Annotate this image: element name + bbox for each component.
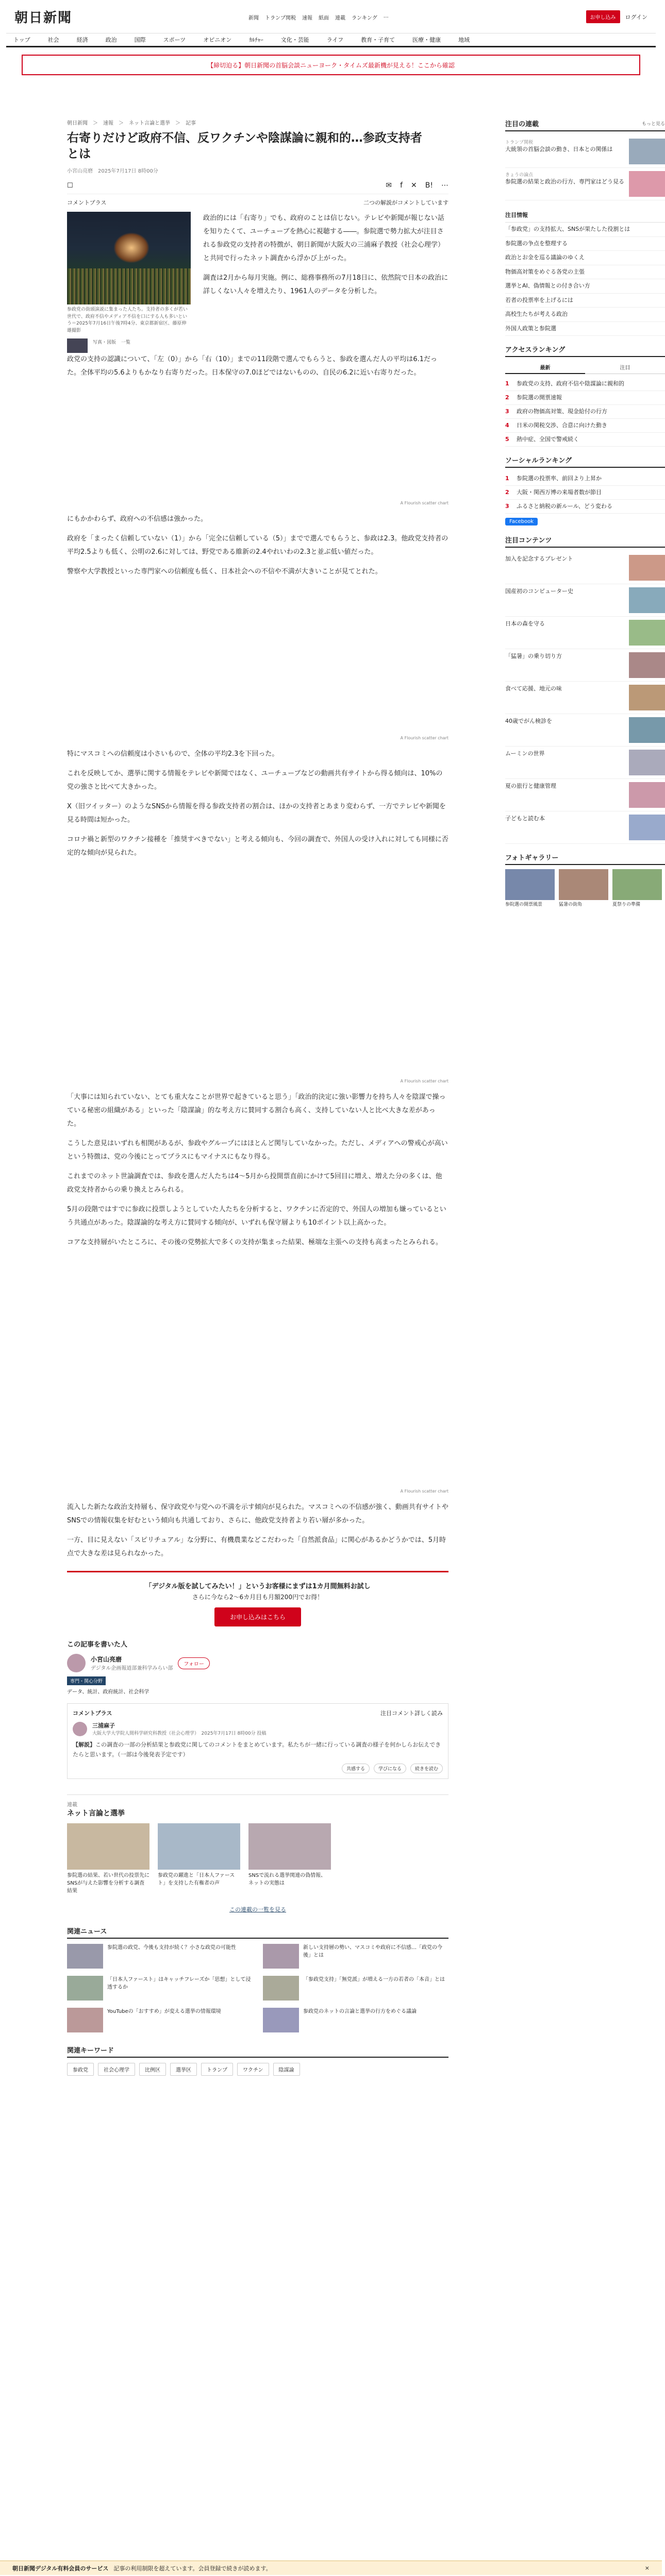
attention-heading: 注目情報 xyxy=(505,208,665,223)
featured-kicker: きょうの論点 xyxy=(505,173,534,178)
article-title: 右寄りだけど政府不信、反ワクチンや陰謀論に親和的…参政支持者とは xyxy=(67,131,422,161)
hot-title[interactable]: 40歳でがん検診を xyxy=(505,717,552,724)
ranking-item[interactable]: 5 熱中症、全国で警戒続く xyxy=(505,433,665,447)
article-body xyxy=(67,212,448,1561)
breadcrumb[interactable]: 朝日新聞 ＞ 速報 ＞ ネット言論と選挙 ＞ 記事 xyxy=(67,121,196,126)
keyword[interactable]: 陰謀論 xyxy=(273,2063,300,2076)
comment-plus-label[interactable]: コメントプラス xyxy=(67,199,107,207)
series-card[interactable] xyxy=(248,1823,331,1895)
paywall-subscribe-button[interactable]: お申し込みはこちら xyxy=(214,1607,301,1626)
header-nav-item[interactable]: 速報 xyxy=(302,15,312,21)
interest-tags: データ、統計、政府統計、社会科学 xyxy=(67,1689,149,1696)
attention-item[interactable]: 外国人政策と参院選 xyxy=(505,322,665,336)
bookmark-icon[interactable]: ☐ xyxy=(67,181,73,190)
social-item[interactable]: 2 大阪・関西万博の来場者数が節目 xyxy=(505,486,665,500)
ranking-item[interactable]: 2 参院選の開票速報 xyxy=(505,391,665,405)
series-label: 連載 xyxy=(67,1802,77,1808)
paragraph: 調査は2月から毎月実施。例に、総務事務所の7月18日に、依然院で日本の政治に詳しくない人々を増えたり、1961人のデータを分析した。 xyxy=(203,274,448,296)
lead-photo[interactable] xyxy=(67,212,191,353)
chart-credit: A Flourish scatter chart xyxy=(400,501,448,506)
header-nav-item[interactable]: … xyxy=(383,13,389,19)
paywall xyxy=(67,1571,448,1626)
hot-item[interactable] xyxy=(505,747,665,779)
header-nav-item[interactable]: 紙面 xyxy=(319,15,329,21)
login-link[interactable]: ログイン xyxy=(625,13,647,21)
gnav-item[interactable]: ｶﾙﾁｬｰ xyxy=(249,37,263,43)
mail-icon[interactable]: ✉ xyxy=(386,181,392,190)
global-nav xyxy=(6,33,656,47)
gnav-item[interactable]: ライフ xyxy=(326,37,344,43)
social-title[interactable]: 参院選の投票率、前回より上昇か xyxy=(517,474,602,482)
paragraph: にもかかわらず、政府への不信感は強かった。 xyxy=(67,515,207,523)
header-nav-item[interactable]: ランキング xyxy=(352,15,377,21)
related-title[interactable]: 参政党のネットの言論と選挙の行方をめぐる議論 xyxy=(303,2009,417,2015)
hot-item[interactable] xyxy=(505,649,665,682)
series-card-title[interactable]: 参政党の躍進と「日本人ファースト」を支持した有権者の声 xyxy=(158,1873,235,1887)
paywall-title: 「デジタル版を試してみたい！」というお客様にまずは1カ月間無料お試し xyxy=(145,1583,371,1591)
related-heading: 関連ニュース xyxy=(67,1926,448,1939)
gnav-item[interactable]: 文化・芸能 xyxy=(280,37,309,43)
paragraph: 流入した新たな政治支持層も、保守政党や与党への不満を示す傾向が見られた。マスコミへの不信感が強く、動画共有サイトやSNSでの情報収集を好むという傾向も共通しており、さらに、他政党支持者より若い層が多かった。 xyxy=(67,1503,448,1525)
interest-badge: 専門・関心分野 xyxy=(67,1676,106,1685)
commenter-name[interactable]: 三浦麻子 xyxy=(92,1722,115,1730)
access-ranking-heading: アクセスランキング xyxy=(505,346,566,354)
thumb-list-link[interactable]: 一覧 xyxy=(121,340,131,346)
hot-title[interactable]: ムーミンの世界 xyxy=(505,750,545,757)
gnav-item[interactable]: 教育・子育て xyxy=(361,37,395,43)
comment-time: 2025年7月17日 8時00分 投稿 xyxy=(201,1731,267,1737)
comment-plus-heading: コメントプラス xyxy=(73,1710,112,1717)
keyword[interactable]: トランプ xyxy=(201,2063,233,2076)
close-icon[interactable]: × xyxy=(644,2565,650,2571)
series-title[interactable]: ネット言論と選挙 xyxy=(67,1809,125,1818)
author-desc: デジタル企画報道部兼科学みらい部 xyxy=(91,1666,173,1672)
photo-gallery xyxy=(505,869,665,908)
hot-title[interactable]: 食べて応援、地元の味 xyxy=(505,685,562,692)
related-title[interactable]: YouTubeの「おすすめ」が変える選挙の情報環境 xyxy=(107,2009,221,2015)
related-title[interactable]: 「参政党支持」「無党派」が増える一方の若者の「本音」とは xyxy=(303,1977,445,1983)
like-chip[interactable]: 共感する xyxy=(342,1764,370,1773)
gnav-item[interactable]: 国際 xyxy=(134,37,146,43)
social-title[interactable]: 大阪・関西万博の来場者数が節目 xyxy=(517,488,602,496)
promo-banner[interactable]: 【締切迫る】朝日新聞の首脳会談ニューヨーク・タイムズ最新機が見える！ここから確認 xyxy=(22,55,640,75)
series-section xyxy=(67,1794,448,1913)
site-header xyxy=(6,0,656,33)
flourish-chart-2[interactable] xyxy=(67,586,448,740)
ranking-title[interactable]: 参院選の開票速報 xyxy=(517,394,562,401)
social-item[interactable]: 1 参院選の投票率、前回より上昇か xyxy=(505,472,665,486)
gnav-item[interactable]: 政治 xyxy=(105,37,117,43)
gnav-item[interactable]: オピニオン xyxy=(203,37,232,43)
gnav-item[interactable]: 医療・健康 xyxy=(412,37,441,43)
comment-text: この調査の一部の分析結果と参政党に関してのコメントをまとめています。私たちが一緒に行っている調査の様子を何かしらお伝えできたらと思います。（一部は今後発表予定です） xyxy=(73,1741,441,1758)
gallery-caption[interactable]: 参院選の開票風景 xyxy=(505,902,543,907)
ranking-item[interactable]: 3 政府の物価高対策、現金給付の行方 xyxy=(505,405,665,419)
hot-title[interactable]: 加入を記念するプレゼント xyxy=(505,555,573,562)
paragraph: コアな支持層がいたところに、その後の党勢拡大で多くの支持が集まった結果、極端な主張への支持も高まったとみられる。 xyxy=(67,1239,443,1247)
attention-item[interactable]: 政治とお金を巡る議論のゆくえ xyxy=(505,251,665,265)
learn-chip[interactable]: 学びになる xyxy=(374,1764,406,1773)
gnav-item[interactable]: 地域 xyxy=(458,37,470,43)
related-item[interactable] xyxy=(263,2008,448,2032)
related-title[interactable]: 「日本人ファースト」はキャッチフレーズか「思想」として浸透するか xyxy=(107,1977,251,1991)
chart-credit: A Flourish scatter chart xyxy=(400,736,448,741)
flourish-chart-1[interactable] xyxy=(67,387,448,505)
featured-item[interactable] xyxy=(505,168,665,200)
paragraph: これを反映してか、選挙に関する情報をテレビや新聞ではなく、ユーチューブなどの動画共有サイトから得る傾向は、10%の党の強さと比べて大きかった。 xyxy=(67,770,443,791)
paragraph: 一方、目に見えない「スピリチュアル」な分野に、有機農業などこだわった「自然派食品」に関心があるかどうかでは、5月時点で大きな差は見られなかった。 xyxy=(67,1536,446,1558)
hatena-icon[interactable]: B! xyxy=(425,181,433,190)
sidebar xyxy=(505,118,665,908)
social-item[interactable]: 3 ふるさと納税の新ルール、どう変わる xyxy=(505,500,665,514)
ranking-title[interactable]: 参政党の支持、政府不信や陰謀論に親和的 xyxy=(517,380,624,387)
featured-kicker: トランプ関税 xyxy=(505,140,534,145)
gnav-item[interactable]: 社会 xyxy=(47,37,59,43)
attention-item[interactable]: 若者の投票率を上げるには xyxy=(505,294,665,308)
attention-item[interactable]: 「参政党」の支持拡大、SNSが果たした役割とは xyxy=(505,223,665,237)
comment-plus-box xyxy=(67,1703,448,1779)
featured-heading: 注目の連載 xyxy=(505,121,539,128)
social-title[interactable]: ふるさと納税の新ルール、どう変わる xyxy=(517,502,612,510)
flourish-chart-3[interactable] xyxy=(67,867,448,1083)
hot-title[interactable]: 日本の森を守る xyxy=(505,620,545,627)
gallery-caption[interactable]: 猛暑の街角 xyxy=(559,902,583,907)
hot-item[interactable] xyxy=(505,811,665,844)
photo-caption: 参政党の街頭演説に集まった人たち。支持者の多くが若い世代で、政府不信やメディア不信を口にする人も多いという＝2025年7月16日午後7時4分、東京都新宿区、藤原伸雄撮影 xyxy=(67,307,188,333)
paragraph: コロナ禍と新型のワクチン接種を「推奨すべきでない」と考える傾向も、今回の調査で、外国人の受け入れに対しても同様に否定的な傾向が見られた。 xyxy=(67,836,448,857)
paragraph: 政党の支持の認識について、「左（0）」から「右（10）」までの11段階で選んでもらうと、参政を選んだ人の平均は6.1だった。全体平均の5.6よりもかなり右寄りだった。日本保守の7.0ほどではないものの、自民の6.2に近い右寄りだった。 xyxy=(67,355,438,377)
hot-title[interactable]: 国産初のコンピューター史 xyxy=(505,587,573,595)
header-nav-item[interactable]: トランプ関税 xyxy=(265,15,296,21)
gnav-item[interactable]: スポーツ xyxy=(163,37,186,43)
header-nav xyxy=(248,13,389,21)
tab-latest[interactable]: 最新 xyxy=(505,361,585,374)
author-name[interactable]: 小宮山亮磨 xyxy=(91,1656,122,1664)
attention-item[interactable]: 選挙とAI、偽情報との付き合い方 xyxy=(505,279,665,294)
keyword-list xyxy=(67,2063,448,2076)
article-meta: 小宮山亮磨 2025年7月17日 8時00分 xyxy=(67,168,158,175)
author-heading: この記事を書いた人 xyxy=(67,1641,128,1649)
paragraph: 特にマスコミへの信頼度は小さいもので、全体の平均2.3を下回った。 xyxy=(67,750,279,758)
comment-tag: 【解説】 xyxy=(73,1741,95,1749)
series-card-title[interactable]: SNSで流れる選挙関連の偽情報、ネットの実態は xyxy=(248,1873,326,1887)
chart-credit: A Flourish scatter chart xyxy=(400,1489,448,1494)
attention-item[interactable]: 参院選の争点を整理する xyxy=(505,237,665,251)
attention-item[interactable]: 高校生たちが考える政治 xyxy=(505,308,665,322)
related-item[interactable] xyxy=(263,1976,448,2001)
related-item[interactable] xyxy=(67,2008,253,2032)
hot-item[interactable] xyxy=(505,584,665,617)
keyword[interactable]: 社会心理学 xyxy=(98,2063,135,2076)
attention-item[interactable]: 物価高対策をめぐる各党の主張 xyxy=(505,265,665,280)
header-nav-item[interactable]: 新聞 xyxy=(248,15,259,21)
keywords-heading: 関連キーワード xyxy=(67,2045,448,2058)
keyword[interactable]: 比例区 xyxy=(139,2063,166,2076)
hot-item[interactable] xyxy=(505,714,665,747)
ranking-title[interactable]: 政府の物価高対策、現金給付の行方 xyxy=(517,408,607,415)
hot-title[interactable]: 夏の旅行と健康管理 xyxy=(505,782,556,789)
tab-attention[interactable]: 注目 xyxy=(585,361,665,374)
lead-paragraph: 政治的には「右寄り」でも、政府のことは信じない。テレビや新聞が報じない話を知りたくて、ユーチューブを熱心に視聴する――。参院選で勢力拡大が注目される参政党の支持者の特徴が、朝日新聞が大阪大の三浦麻子教授（社会心理学）と共同で行ったネット調査から浮かび上がった。 xyxy=(203,214,445,263)
paragraph: 政府を「まったく信頼していない（1）」から「完全に信頼している（5）」までで選んでもらうと、参政は2.3。他政党支持者の平均2.5よりも低く、公明の2.6に対しては、野党である維新の2.4やれいわの2.3と並ぶ低い値だった。 xyxy=(67,535,448,556)
site-logo[interactable]: 朝日新聞 xyxy=(14,10,73,26)
paragraph: X（旧ツイッター）のようなSNSから情報を得る参政支持者の割合は、ほかの支持者とあまり変わらず、一方でテレビや新聞を見る時間は短かった。 xyxy=(67,803,446,824)
related-title[interactable]: 新しい支持層の勢い、マスコミや政府に不信感…「政党の今後」とは xyxy=(303,1945,442,1959)
footer-label: 朝日新聞デジタル有料会員のサービス xyxy=(12,2565,109,2572)
comment-plus-link[interactable]: 注目コメント詳しく読み xyxy=(380,1710,443,1717)
gallery-item[interactable] xyxy=(612,869,662,908)
footer-text[interactable]: 記事の利用制限を超えています。会員登録で続きが読めます。 xyxy=(113,2565,272,2572)
featured-item[interactable] xyxy=(505,135,665,168)
series-card[interactable] xyxy=(67,1823,149,1895)
hot-item[interactable] xyxy=(505,617,665,649)
x-icon[interactable]: ✕ xyxy=(411,181,417,190)
hot-item[interactable] xyxy=(505,779,665,811)
paywall-subtitle: さらに今なら2〜6カ月目も月額200円でお得！ xyxy=(192,1594,324,1601)
featured-title[interactable]: 大統領の首脳会談の動き、日本との関係は xyxy=(505,146,613,152)
related-item[interactable] xyxy=(263,1944,448,1969)
gallery-item[interactable] xyxy=(505,869,555,908)
article-main xyxy=(67,118,448,2076)
facebook-icon[interactable]: f xyxy=(400,181,403,190)
follow-button[interactable]: フォロー xyxy=(178,1657,210,1669)
ranking-item[interactable]: 1 参政党の支持、政府不信や陰謀論に親和的 xyxy=(505,377,665,391)
ranking-title[interactable]: 日米の関税交渉、合意に向けた動き xyxy=(517,421,607,429)
related-title[interactable]: 参院選の政党、今後も支持が続く？小さな政党の可能性 xyxy=(107,1945,236,1951)
rally-image[interactable] xyxy=(67,212,191,304)
paragraph: 5月の段階ではすでに参政に投票しようとしていた人たちを分析すると、ワクチンに否定的で、外国人の増加も嫌っているという共通点があった。陰謀論的な考え方に賛同する傾向が、いずれも保守層よりも10ポイント以上高かった。 xyxy=(67,1206,446,1227)
keyword[interactable]: 選挙区 xyxy=(170,2063,197,2076)
comment-count[interactable]: 二つの解説がコメントしています xyxy=(363,199,448,207)
thumbnail[interactable] xyxy=(67,338,88,353)
ranking-title[interactable]: 熱中症、全国で警戒続く xyxy=(517,435,579,443)
facebook-badge[interactable]: Facebook xyxy=(505,518,538,526)
ranking-item[interactable]: 4 日米の関税交渉、合意に向けた動き xyxy=(505,419,665,433)
featured-title[interactable]: 参院選の結果と政治の行方、専門家はどう見る xyxy=(505,178,624,185)
related-item[interactable] xyxy=(67,1944,253,1969)
gallery-item[interactable] xyxy=(559,869,608,908)
thumb-label[interactable]: 写真・図版 xyxy=(93,340,117,346)
more-icon[interactable]: ⋯ xyxy=(441,181,448,190)
hot-title[interactable]: 「猛暑」の乗り切り方 xyxy=(505,652,562,659)
subscribe-button[interactable]: お申し込み xyxy=(586,10,620,23)
avatar[interactable] xyxy=(67,1654,86,1672)
commenter-title: 大阪大学大学院人間科学研究科教授（社会心理学） xyxy=(92,1731,197,1737)
chart-credit: A Flourish scatter chart xyxy=(400,1079,448,1084)
header-nav-item[interactable]: 連載 xyxy=(335,15,345,21)
gallery-caption[interactable]: 夏祭りの準備 xyxy=(612,902,641,907)
gnav-item[interactable]: 経済 xyxy=(76,37,88,43)
commenter-avatar[interactable] xyxy=(73,1722,87,1736)
sticky-footer-bar xyxy=(0,2561,662,2575)
paragraph: これまでのネット世論調査では、参政を選んだ人たちは4〜5月から投開票直前にかけて5回目に増え、増えた分の多くは、他政党支持者からの乗り換えとみられる。 xyxy=(67,1173,442,1194)
read-more-chip[interactable]: 続きを読む xyxy=(410,1764,443,1773)
gnav-item[interactable]: トップ xyxy=(13,37,30,43)
hot-item[interactable] xyxy=(505,682,665,714)
author-card xyxy=(67,1654,448,1672)
flourish-chart-4[interactable] xyxy=(67,1257,448,1494)
paragraph: こうした意見はいずれも相関があるが、参政やグループにはほとんど関与していなかった。ただし、メディアへの警戒心が高いという特徴は、党の今後にとってプラスにもマイナスにもなり得る。 xyxy=(67,1140,448,1161)
keyword[interactable]: 参政党 xyxy=(67,2063,94,2076)
hot-title[interactable]: 子どもと読む本 xyxy=(505,815,545,822)
attention-list xyxy=(505,223,665,336)
paragraph: 「大事には知られていない、とても重大なことが世界で起きていると思う」「政治的決定に強い影響力を持ち人々を陰謀で操っている秘密の組織がある」といった「陰謀論」的な考え方に賛同する割合も高く、支持していない人と比べ大きな差があった。 xyxy=(67,1093,446,1128)
hot-item[interactable] xyxy=(505,552,665,584)
paragraph: 警察や大学教授といった専門家への信頼度も低く、日本社会への不信や不満が大きいことが見てとれた。 xyxy=(67,568,382,576)
keyword[interactable]: ワクチン xyxy=(237,2063,269,2076)
hot-content-heading: 注目コンテンツ xyxy=(505,536,552,545)
social-ranking-heading: ソーシャルランキング xyxy=(505,456,572,465)
series-card[interactable] xyxy=(158,1823,240,1895)
related-news xyxy=(67,1944,448,2032)
series-list-link[interactable]: この連載の一覧を見る xyxy=(229,1906,286,1913)
featured-more[interactable]: もっと見る xyxy=(641,122,665,127)
series-card-title[interactable]: 参院選の結果、若い世代の投票先にSNSが与えた影響を分析する調査結果 xyxy=(67,1873,149,1894)
photo-gallery-heading: フォトギャラリー xyxy=(505,854,559,862)
related-item[interactable] xyxy=(67,1976,253,2001)
